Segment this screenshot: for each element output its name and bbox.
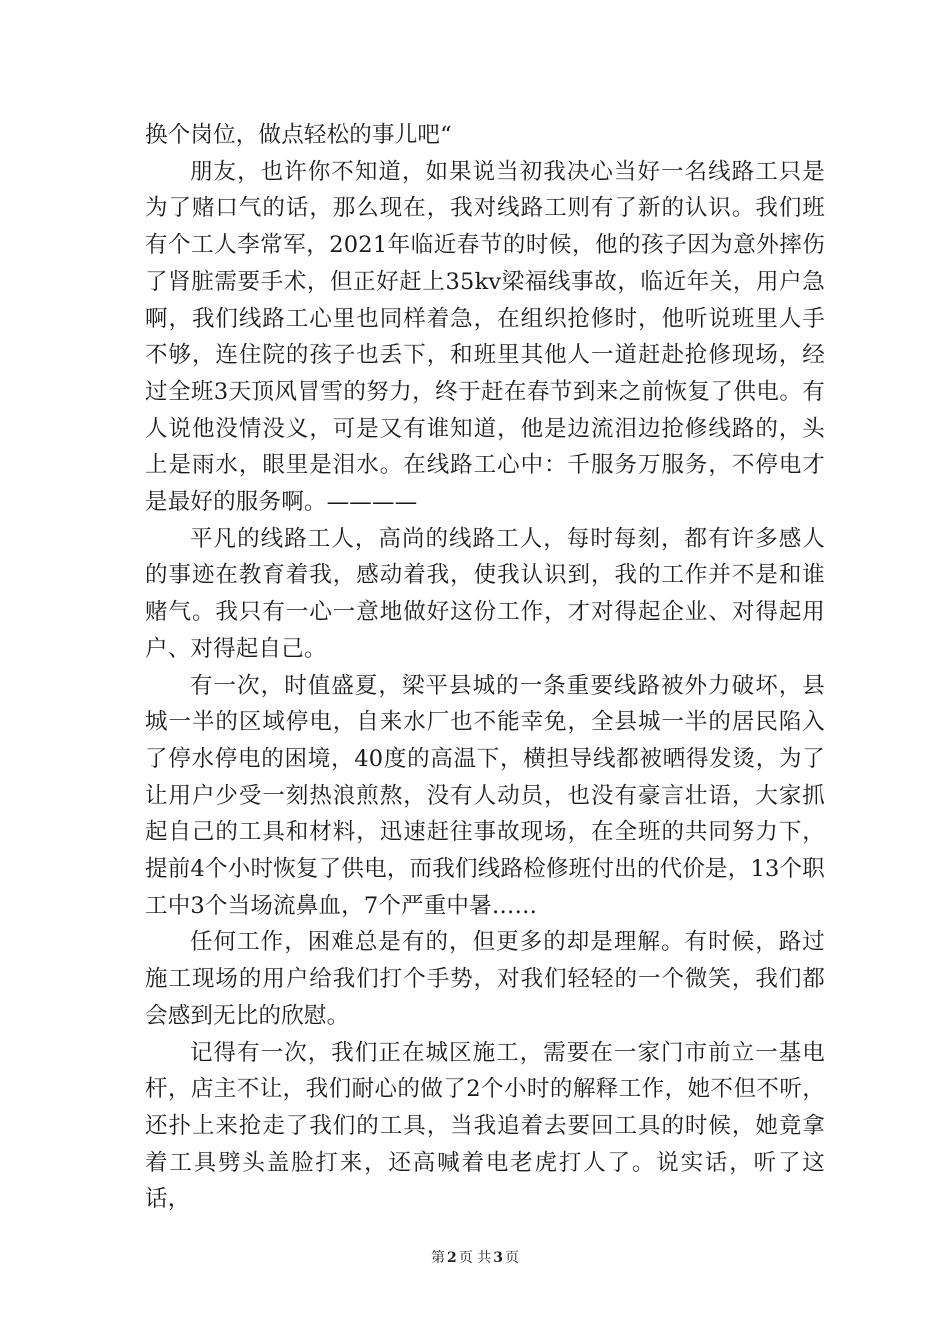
total-pages-number: 3 [493,1250,503,1266]
footer-prefix: 第 [431,1250,446,1266]
current-page-number: 2 [447,1250,457,1266]
paragraph-summer-outage: 有一次，时值盛夏，梁平县城的一条重要线路被外力破坏，县城一半的区域停电，自来水厂也不能幸免，全县城一半的居民陷入了停水停电的困境，40度的高温下，横担导线都被晒得发烫，为了让用户少受一刻热浪煎熬，没有人动员，也没有豪言壮语，大家抓起自己的工具和材料，迅速赶往事故现场，在全班的共同努力下，提前4个小时恢复了供电，而我们线路检修班付出的代价是，13个职工中3个当场流鼻血，7个严重中暑…… [145,672,825,919]
footer-suffix: 页 [504,1250,519,1266]
paragraph-shop-owner: 记得有一次，我们正在城区施工，需要在一家门市前立一基电杆，店主不让，我们耐心的做了2个小时的解释工作，她不但不听，还扑上来抢走了我们的工具，当我追着去要回工具的时候，她竟拿着工具劈头盖脸打来，还高喊着电老虎打人了。说实话，听了这话， [145,1039,825,1213]
paragraph-li-changjun-story: 朋友，也许你不知道，如果说当初我决心当好一名线路工只是为了赌口气的话，那么现在，我对线路工则有了新的认识。我们班有个工人李常军，2021年临近春节的时候，他的孩子因为意外摔伤了肾脏需要手术，但正好赶上35kv梁福线事故，临近年关，用户急啊，我们线路工心里也同样着急，在组织抢修时，他听说班里人手不够，连住院的孩子也丢下，和班里其他人一道赶赴抢修现场，经过全班3天顶风冒雪的努力，终于赶在春节到来之前恢复了供电。有人说他没情没义，可是又有谁知道，他是边流泪边抢修线路的，头上是雨水，眼里是泪水。在线路工心中：千服务万服务，不停电才是最好的服务啊。———— [145,158,825,516]
page-footer [0,1247,950,1267]
document-body [145,117,825,1218]
paragraph-understanding: 任何工作，困难总是有的，但更多的却是理解。有时候，路过施工现场的用户给我们打个手势，对我们轻轻的一个微笑，我们都会感到无比的欣慰。 [145,929,825,1029]
paragraph-continuation: 换个岗位，做点轻松的事儿吧“ [145,122,452,148]
footer-middle: 页 共 [458,1250,492,1266]
paragraph-ordinary-workers: 平凡的线路工人，高尚的线路工人，每时每刻，都有许多感人的事迹在教育着我，感动着我，使我认识到，我的工作并不是和谁赌气。我只有一心一意地做好这份工作，才对得起企业、对得起用户、对得起自己。 [145,525,825,662]
